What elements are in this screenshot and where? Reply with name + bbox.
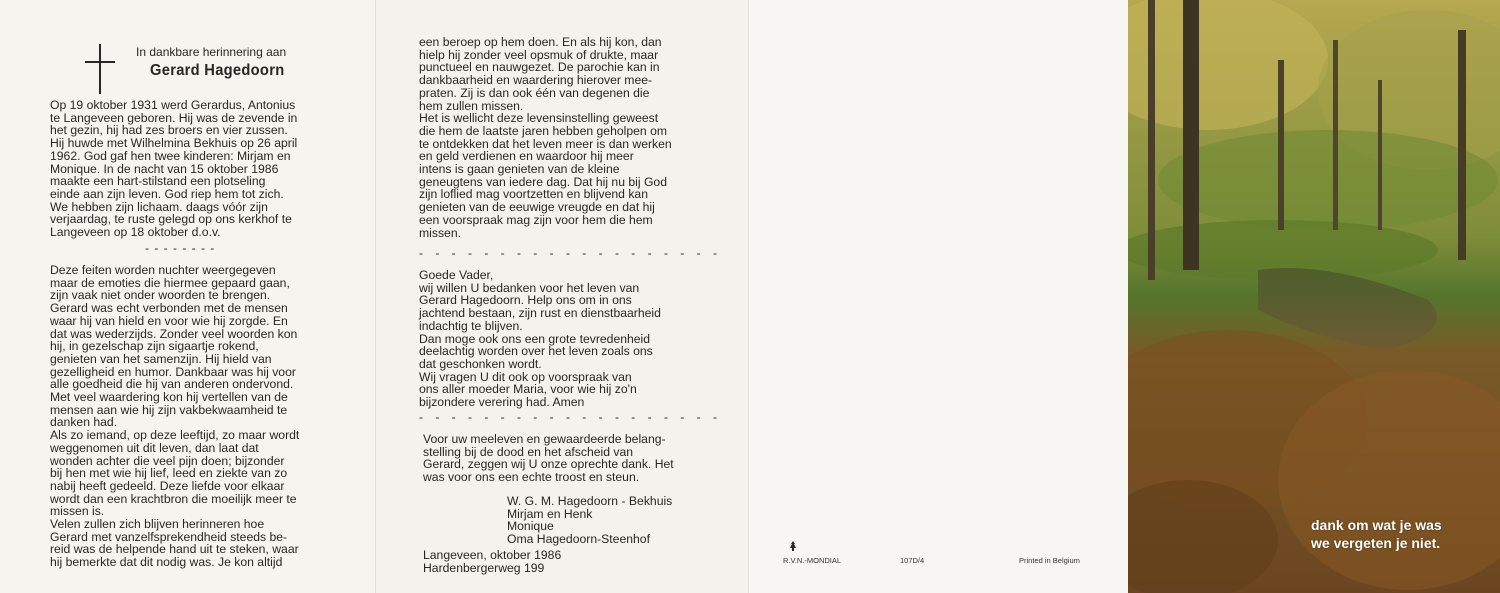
place-address: Langeveen, oktober 1986 Hardenbergerweg 199 bbox=[423, 548, 562, 575]
forest-photo bbox=[1128, 0, 1500, 593]
signer: Monique bbox=[507, 519, 554, 534]
publisher-logo-icon bbox=[788, 540, 798, 552]
signer: Mirjam en Henk bbox=[507, 506, 593, 521]
thanks-text: Voor uw meeleven en gewaardeerde belang- stelling bij de dood en het afscheid van Gerard, zeggen wij U onze oprechte dank. Het was voor ons een echte troost en steun. bbox=[423, 432, 674, 485]
product-code: 107D/4 bbox=[900, 556, 925, 565]
continuation-text: een beroep op hem doen. En als hij kon, dan hielp hij zonder veel opsmuk of drukte, maar punctueel en nauwgezet. De parochie kan in dankbaarheid en waardering hierover mee- praten. Zij is dan ook één van degenen die hem zullen missen. Het is wellicht deze levensinstelling geweest die hem de laatste jaren hebben geholpen om te ontdekken dat het leven meer is dan werken en geld verdienen en waardoor hij meer intens is gaan genieten van de kleine geneugtens van iedere dag. Dat hij nu bij God zijn loflied mag voortzetten en blijvend kan genieten van de eeuwige vreugde en dat hij een voorspraak mag zijn voor hem die hem missen. bbox=[419, 35, 672, 240]
biography-text: Op 19 oktober 1931 werd Gerardus, Antonius te Langeveen geboren. Hij was de zevende in het gezin, hij had zes broers en vier zussen. Hij huwde met Wilhelmina Bekhuis op 26 april 1962. God gaf hen twee kinderen: Mirjam en Monique. In de nacht van 15 oktober 1986 maakte een hart-stilstand een plotseling einde aan zijn leven. God riep hem tot zich. We hebben zijn lichaam. daags vóór zijn verjaardag, te ruste gelegd op ons kerkhof te Langeveen op 18 oktober d.o.v. bbox=[50, 98, 298, 240]
left-text-panel bbox=[0, 0, 375, 593]
forest-scene bbox=[1128, 0, 1500, 593]
signer: Oma Hagedoorn-Steenhof bbox=[507, 532, 650, 547]
memory-text: Deze feiten worden nuchter weergegeven maar de emoties die hiermee gepaard gaan, zijn vaak niet onder woorden te brengen. Gerard was echt verbonden met de mensen waar hij van hield en voor wie hij zorgde. En dat was wederzijds. Zonder veel woorden kon hij, in gezelschap zijn sigaartje rokend, genieten van het samenzijn. Hij hield van gezelligheid en humor. Dankbaar was hij voor alle goedheid die hij van anderen ondervond. Met veel waardering kon hij vertellen van de mensen aan wie hij zijn vakbekwaamheid te danken had. Als zo iemand, op deze leeftijd, zo maar wordt weggenomen uit dit leven, dan laat dat wonden achter die veel pijn doen; bijzonder bij hen met wie hij lief, leed en ziekte van zo nabij heeft gedeeld. Deze liefde voor elkaar wordt dan een krachtbron die moeilijk meer te missen is. Velen zullen zich blijven herinneren hoe Gerard met vanzelfsprekendheid steeds be- reid was de helpende hand uit te steken, waar hij bemerkte dat dit nodig was. Je kon altijd bbox=[50, 263, 300, 570]
blank-panel bbox=[748, 0, 1128, 593]
signer: W. G. M. Hagedoorn - Bekhuis bbox=[507, 494, 673, 508]
separator: - - - - - - - - bbox=[145, 241, 216, 255]
photo-caption: dank om wat je was we vergeten je niet. bbox=[1311, 517, 1442, 551]
separator: - - - - - - - - - - - - - - - - - - - bbox=[419, 410, 722, 424]
prayer-text: Goede Vader, wij willen U bedanken voor het leven van Gerard Hagedoorn. Help ons om in ons jachtend bestaan, zijn rust en dienstbaarheid indachtig te blijven. Dan moge ook ons een grote tevredenheid deelachtig worden over het leven zoals ons dat geschonken wordt. Wij vragen U dit ook op voorspraak van ons aller moeder Maria, voor wie hij zo'n bijzondere verering had. Amen bbox=[419, 268, 661, 410]
cross-icon bbox=[85, 44, 115, 94]
intro-line: In dankbare herinnering aan bbox=[136, 45, 287, 59]
deceased-name: Gerard Hagedoorn bbox=[150, 62, 285, 79]
signers-list bbox=[507, 495, 672, 546]
separator: - - - - - - - - - - - - - - - - - - - bbox=[419, 246, 722, 260]
printed-label: Printed in Belgium bbox=[1019, 556, 1080, 565]
publisher-label: R.V.N.-MONDIAL bbox=[783, 556, 842, 565]
